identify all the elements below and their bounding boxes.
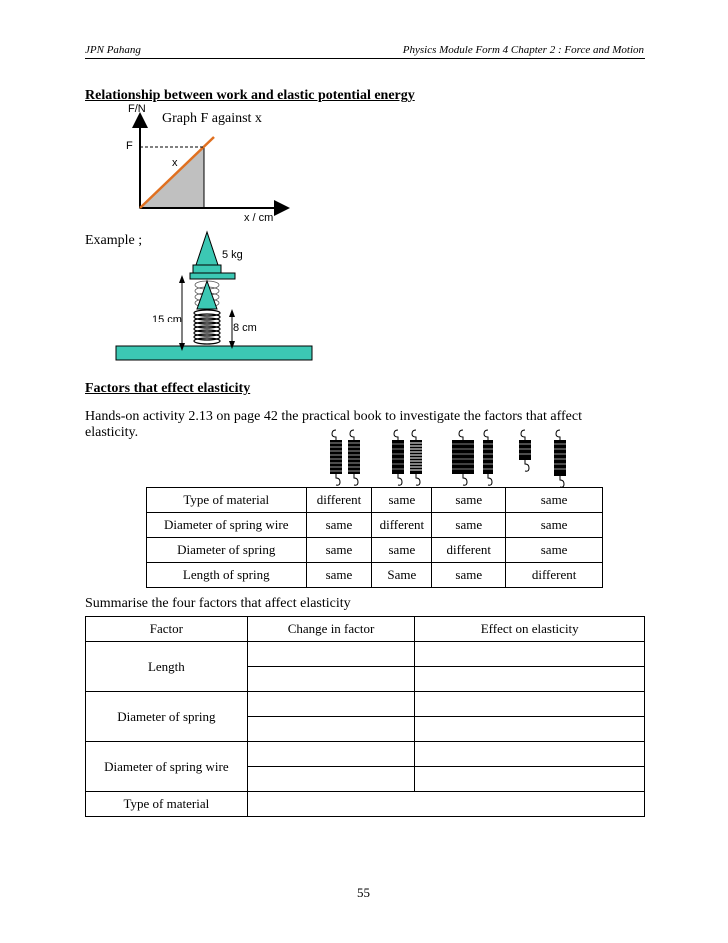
- table-cell: same: [506, 513, 603, 538]
- table-cell: same: [506, 488, 603, 513]
- instruction-line-1: Hands-on activity 2.13 on page 42 the practical book to investigate the factors that affect: [85, 409, 582, 424]
- spring-mass-diagram: [110, 225, 320, 365]
- header-right: Physics Module Form 4 Chapter 2 : Force and Motion: [402, 44, 644, 56]
- factor-label: Length: [86, 642, 248, 692]
- table-cell: same: [372, 538, 432, 563]
- table-row: [147, 513, 603, 538]
- table-cell: same: [506, 538, 603, 563]
- factor-label: Type of material: [86, 792, 248, 817]
- answer-cell[interactable]: [247, 792, 644, 817]
- answer-cell[interactable]: [415, 767, 645, 792]
- table-cell: same: [432, 513, 506, 538]
- compressed-length-label: 8 cm: [233, 322, 257, 334]
- answer-cell[interactable]: [415, 692, 645, 717]
- mass-base: [193, 265, 221, 273]
- section-heading-work-energy: Relationship between work and elastic potential energy: [85, 88, 415, 103]
- original-length-label: 15 cm: [152, 314, 182, 322]
- answer-cell[interactable]: [247, 642, 415, 667]
- table-cell: same: [432, 488, 506, 513]
- row-label: Diameter of spring wire: [147, 513, 307, 538]
- answer-cell[interactable]: [247, 667, 415, 692]
- graph-title: Graph F against x: [162, 111, 262, 126]
- spring-pair-length: [519, 430, 566, 487]
- table-cell: different: [506, 563, 603, 588]
- factor-label: Diameter of spring wire: [86, 742, 248, 792]
- summary-intro: Summarise the four factors that affect elasticity: [85, 596, 351, 611]
- row-label: Diameter of spring: [147, 538, 307, 563]
- factors-table: [146, 487, 603, 588]
- example-label: Example ;: [85, 233, 143, 248]
- answer-cell[interactable]: [247, 742, 415, 767]
- table-row: [147, 488, 603, 513]
- table-cell: same: [432, 563, 506, 588]
- answer-cell[interactable]: [415, 742, 645, 767]
- table-header-row: [86, 617, 645, 642]
- base-plate: [116, 346, 312, 360]
- table-cell: different: [306, 488, 372, 513]
- header-left: JPN Pahang: [85, 44, 141, 56]
- answer-cell[interactable]: [247, 717, 415, 742]
- table-cell: same: [306, 513, 372, 538]
- header-rule: [85, 58, 645, 59]
- column-header-factor: Factor: [86, 617, 248, 642]
- row-label: Length of spring: [147, 563, 307, 588]
- answer-cell[interactable]: [247, 767, 415, 792]
- compressed-spring-coils: [194, 310, 220, 344]
- spring-pair-material: [330, 430, 360, 485]
- graph-f-label: F: [126, 140, 133, 152]
- table-row: [86, 642, 645, 667]
- spring-top-plate: [190, 273, 235, 279]
- table-cell: different: [372, 513, 432, 538]
- summary-table: [85, 616, 645, 817]
- graph-y-axis-label: F/N: [128, 103, 146, 115]
- section-heading-factors: Factors that effect elasticity: [85, 381, 251, 396]
- spring-pair-wire-diameter: [392, 430, 422, 485]
- table-row: [147, 563, 603, 588]
- table-row: [86, 692, 645, 717]
- answer-cell[interactable]: [415, 667, 645, 692]
- table-row: [147, 538, 603, 563]
- graph-x-axis-label: x / cm: [244, 212, 274, 224]
- answer-cell[interactable]: [415, 642, 645, 667]
- spring-pair-diameter: [452, 430, 493, 485]
- graph-x-label: x: [172, 157, 178, 169]
- factor-label: Diameter of spring: [86, 692, 248, 742]
- instruction-line-2: elasticity.: [85, 425, 139, 440]
- mass-cone: [196, 232, 218, 265]
- mass-label: 5 kg: [222, 249, 243, 261]
- spring-inner-cone: [197, 281, 217, 309]
- table-row: [86, 792, 645, 817]
- page-number: 55: [357, 885, 370, 900]
- table-cell: Same: [372, 563, 432, 588]
- table-cell: same: [306, 563, 372, 588]
- table-cell: same: [372, 488, 432, 513]
- column-header-change: Change in factor: [247, 617, 415, 642]
- column-header-effect: Effect on elasticity: [415, 617, 645, 642]
- table-cell: different: [432, 538, 506, 563]
- row-label: Type of material: [147, 488, 307, 513]
- springs-illustration: [320, 428, 580, 490]
- table-cell: same: [306, 538, 372, 563]
- table-row: [86, 742, 645, 767]
- answer-cell[interactable]: [415, 717, 645, 742]
- answer-cell[interactable]: [247, 692, 415, 717]
